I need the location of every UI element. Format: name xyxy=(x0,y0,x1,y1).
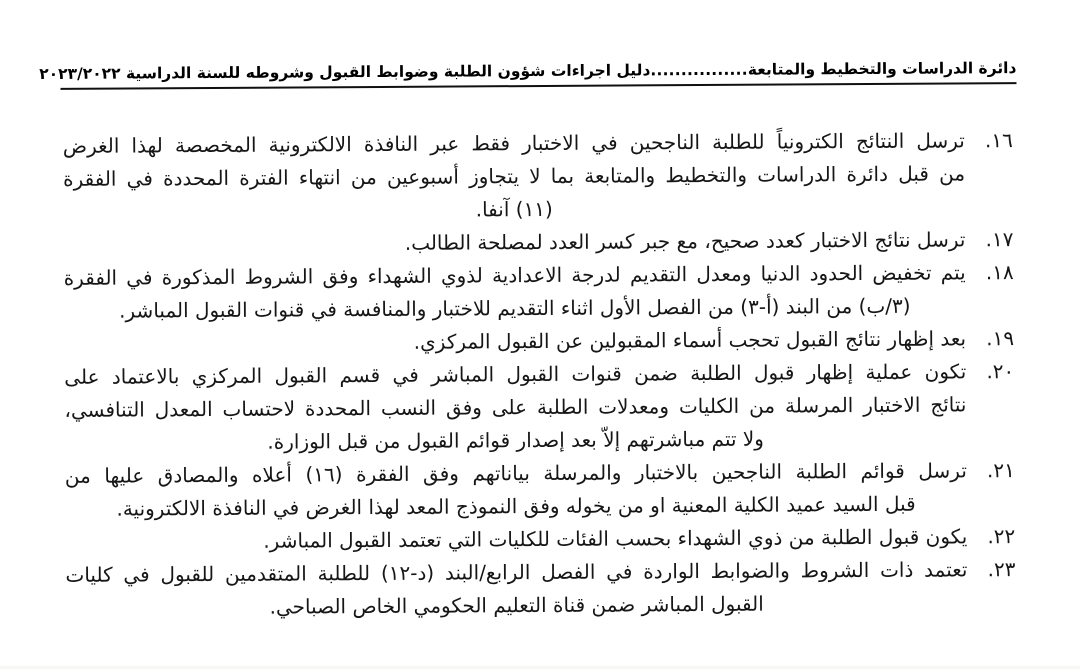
item-line: ترسل نتائج الاختبار كعدد صحيح، مع جبر كسر العدد لمصلحة الطالب. xyxy=(404,227,966,255)
item-number: ١٦. xyxy=(984,128,1013,153)
item-line: يتم تخفيض الحدود الدنيا ومعدل التقديم لدرجة الاعدادية لذوي الشهداء وفق الشروط المذكورة في الفقرة xyxy=(63,260,966,290)
list-item xyxy=(63,124,1016,229)
item-number: ١٧. xyxy=(985,227,1014,252)
item-line: نتائج الاختبار المرسلة من الكليات ومعدلات الطلبة على وفق النسب المحددة لاحتساب المعدل التنافسي، xyxy=(64,392,967,422)
item-number: ١٩. xyxy=(986,326,1015,351)
item-line: (٣/ب) من البند (أ-٣) من الفصل الأول اثناء التقديم للاختبار والمنافسة في قنوات القبول المباشر. xyxy=(119,293,911,323)
header-dots: ................ xyxy=(650,60,748,80)
item-line: ترسل النتائج الكترونياً للطلبة الناجحين في الاختبار فقط عبر النافذة الالكترونية المخصصة لهذا الغرض xyxy=(62,128,965,158)
list-item xyxy=(65,454,1017,526)
header-department: دائرة الدراسات والتخطيط والمتابعة xyxy=(747,59,1017,79)
list-item xyxy=(64,355,1017,460)
page-header xyxy=(39,59,1017,90)
item-line: يكون قبول الطلبة من ذوي الشهداء بحسب الفئات للكليات التي تعتمد القبول المباشر. xyxy=(263,524,968,553)
item-line: ترسل قوائم الطلبة الناجحين بالاختبار والمرسلة بياناتهم وفق الفقرة (١٦) أعلاه والمصادق عليها من xyxy=(64,458,967,488)
numbered-list xyxy=(63,124,1018,625)
item-number: ١٨. xyxy=(985,260,1014,285)
item-line: تكون عملية إظهار قبول الطلبة ضمن قنوات القبول المباشر في قسم القبول المركزي بالاعتماد على xyxy=(64,359,967,389)
item-number: ٢١. xyxy=(986,458,1015,483)
item-number: ٢٢. xyxy=(987,524,1016,549)
item-line: بعد إظهار نتائج القبول تحجب أسماء المقبولين عن القبول المركزي. xyxy=(413,326,967,354)
item-line: قبل السيد عميد الكلية المعنية او من يخوله وفق النموذج المعد لهذا الغرض في النافذة الالكترونية. xyxy=(116,491,916,521)
list-item xyxy=(64,256,1016,328)
item-number: ٢٠. xyxy=(986,359,1015,384)
item-line: من قبل دائرة الدراسات والتخطيط والمتابعة بما لا يتجاوز أسبوعين من انتهاء الفترة المحددة في الفقرة xyxy=(62,161,966,191)
item-number: ٢٣. xyxy=(987,557,1016,582)
item-line: ولا تتم مباشرتهم إلاّ بعد إصدار قوائم القبول من قبل الوزارة. xyxy=(267,426,765,454)
item-line: القبول المباشر ضمن قناة التعليم الحكومي الخاص الصباحي. xyxy=(269,591,764,619)
item-line: (١١) آنفا. xyxy=(475,196,553,222)
list-item xyxy=(65,553,1017,625)
header-title: دليل اجراءات شؤون الطلبة وضوابط القبول وشروطه للسنة الدراسية ٢٠٢٣/٢٠٢٢ xyxy=(39,61,651,84)
item-line: تعتمد ذات الشروط والضوابط الواردة في الفصل الرابع/البند (د-١٢) للطلبة المتقدمين للقبول في كليات xyxy=(65,557,968,587)
